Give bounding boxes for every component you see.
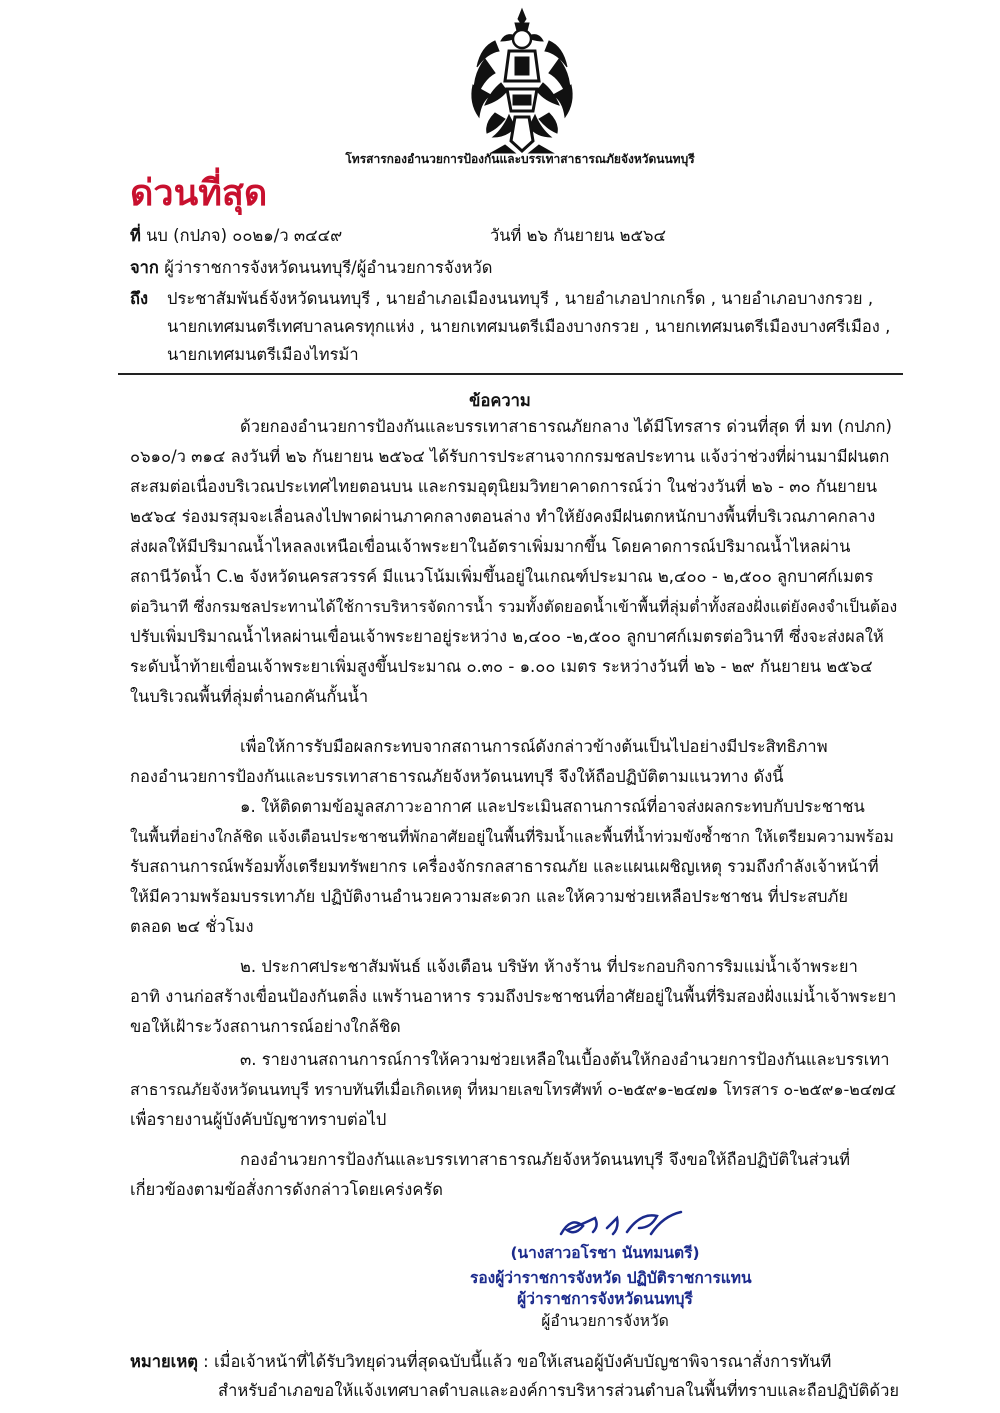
signatory-position: ผู้ว่าราชการจังหวัดนนทบุรี — [517, 1290, 693, 1308]
paragraph-line: ระดับน้ำท้ายเขื่อนเจ้าพระยาเพิ่มสูงขึ้นประมาณ ๐.๓๐ - ๑.๐๐ เมตร ระหว่างวันที่ ๒๖ - ๒๙ กันยายน ๒๕๖๔ — [130, 657, 873, 676]
note-line: สำหรับอำเภอขอให้แจ้งเทศบาลตำบลและองค์การบริหารส่วนตำบลในพื้นที่ทราบและถือปฏิบัติด้วย — [218, 1381, 900, 1400]
note-line: : เมื่อเจ้าหน้าที่ได้รับวิทยุด่วนที่สุดฉบับนี้แล้ว ขอให้เสนอผู้บังคับบัญชาพิจารณาสั่งการทันที — [203, 1352, 832, 1371]
closing-line: เกี่ยวข้องตามข้อสั่งการดังกล่าวโดยเคร่งครัด — [130, 1180, 443, 1199]
to-line: นายกเทศมนตรีเมืองไทรม้า — [167, 345, 359, 364]
list-item-line: ๓. รายงานสถานการณ์การให้ความช่วยเหลือในเบื้องต้นให้กองอำนวยการป้องกันและบรรเทา — [240, 1050, 890, 1069]
reference-label: ที่ — [130, 226, 141, 245]
urgency-label: ด่วนที่สุด — [130, 173, 268, 214]
paragraph-line: ในบริเวณพื้นที่ลุ่มต่ำนอกคันกั้นน้ำ — [130, 687, 369, 706]
signatory-position: รองผู้ว่าราชการจังหวัด ปฏิบัติราชการแทน — [470, 1269, 752, 1287]
paragraph-line: ต่อวินาที ซึ่งกรมชลประทานได้ใช้การบริหารจัดการน้ำ รวมทั้งตัดยอดน้ำเข้าพื้นที่ลุ่มต่ำทั้งสองฝั่งแต่ยังคงจำเป็นต้อง — [130, 597, 898, 616]
paragraph-line: สถานีวัดน้ำ C.๒ จังหวัดนครสวรรค์ มีแนวโน้มเพิ่มขึ้นอยู่ในเกณฑ์ประมาณ ๒,๔๐๐ - ๒,๕๐๐ ลูกบาศก์เมตร — [130, 567, 874, 586]
note-row — [130, 1347, 831, 1377]
garuda-emblem-icon — [465, 5, 579, 157]
list-item-line: สาธารณภัยจังหวัดนนทบุรี ทราบทันทีเมื่อเกิดเหตุ ที่หมายเลขโทรศัพท์ ๐-๒๕๙๑-๒๔๗๑ โทรสาร ๐-๒๕๙๑-๒๔๗๔ — [130, 1080, 897, 1099]
from-row — [130, 254, 493, 282]
signatory-name: (นางสาวอโรชา นันทมนตรี) — [510, 1244, 700, 1262]
list-item-line: ตลอด ๒๔ ชั่วโมง — [130, 917, 254, 936]
from-value: ผู้ว่าราชการจังหวัดนนทบุรี/ผู้อำนวยการจังหวัด — [164, 258, 493, 277]
note-label: หมายเหตุ — [130, 1352, 198, 1371]
handwritten-signature — [555, 1208, 690, 1243]
reference-number: นบ (กปภจ) ๐๐๒๑/ว ๓๔๔๙ — [146, 226, 343, 245]
list-item-line: ให้มีความพร้อมบรรเทาภัย ปฏิบัติงานอำนวยความสะดวก และให้ความช่วยเหลือประชาชน ที่ประสบภัย — [130, 887, 849, 906]
to-line: ประชาสัมพันธ์จังหวัดนนทบุรี , นายอำเภอเมืองนนทบุรี , นายอำเภอปากเกร็ด , นายอำเภอบางกรวย , — [167, 289, 874, 308]
list-item-line: อาทิ งานก่อสร้างเขื่อนป้องกันตลิ่ง แพร้านอาหาร รวมถึงประชาชนที่อาศัยอยู่ในพื้นที่ริมสองฝั่งแม่น้ำเจ้าพระยา — [130, 987, 897, 1006]
paragraph-line: เพื่อให้การรับมือผลกระทบจากสถานการณ์ดังกล่าวข้างต้นเป็นไปอย่างมีประสิทธิภาพ — [240, 737, 828, 756]
list-item-line: ๑. ให้ติดตามข้อมูลสภาวะอากาศ และประเมินสถานการณ์ที่อาจส่งผลกระทบกับประชาชน — [240, 797, 865, 816]
subject-heading: ข้อความ — [469, 391, 531, 410]
document-date: วันที่ ๒๖ กันยายน ๒๕๖๔ — [490, 226, 666, 245]
reference-row — [130, 222, 342, 250]
list-item-line: เพื่อรายงานผู้บังคับบัญชาทราบต่อไป — [130, 1110, 387, 1129]
paragraph-line: กองอำนวยการป้องกันและบรรเทาสาธารณภัยจังหวัดนนทบุรี จึงให้ถือปฏิบัติตามแนวทาง ดังนี้ — [130, 767, 784, 786]
paragraph-line: ส่งผลให้มีปริมาณน้ำไหลลงเหนือเขื่อนเจ้าพระยาในอัตราเพิ่มมากขึ้น โดยคาดการณ์ปริมาณน้ำไหลผ่าน — [130, 537, 851, 556]
paragraph-line: ๐๖๑๐/ว ๓๑๔ ลงวันที่ ๒๖ กันยายน ๒๕๖๔ ได้รับการประสานจากกรมชลประทาน แจ้งว่าช่วงที่ผ่านมามีฝนตก — [130, 447, 890, 466]
paragraph-line: ปรับเพิ่มปริมาณน้ำไหลผ่านเขื่อนเจ้าพระยาอยู่ระหว่าง ๒,๔๐๐ -๒,๕๐๐ ลูกบาศก์เมตรต่อวินาที ซึ่งจะส่งผลให้ — [130, 627, 884, 646]
to-label: ถึง — [130, 289, 149, 308]
paragraph-line: สะสมต่อเนื่องบริเวณประเทศไทยตอนบน และกรมอุตุนิยมวิทยาคาดการณ์ว่า ในช่วงวันที่ ๒๖ - ๓๐ กันยายน — [130, 477, 878, 496]
paragraph-line: ๒๕๖๔ ร่องมรสุมจะเลื่อนลงไปพาดผ่านภาคกลางตอนล่าง ทำให้ยังคงมีฝนตกหนักบางพื้นที่บริเวณภาคกลาง — [130, 507, 876, 526]
signatory-position: ผู้อำนวยการจังหวัด — [541, 1312, 669, 1330]
to-line: นายกเทศมนตรีเทศบาลนครทุกแห่ง , นายกเทศมนตรีเมืองบางกรวย , นายกเทศมนตรีเมืองบางศรีเมือง , — [167, 317, 891, 336]
list-item-line: รับสถานการณ์พร้อมทั้งเตรียมทรัพยากร เครื่องจักรกลสาธารณภัย และแผนเผชิญเหตุ รวมถึงกำลังเจ้าหน้าที่ — [130, 857, 879, 876]
list-item-line: ขอให้เฝ้าระวังสถานการณ์อย่างใกล้ชิด — [130, 1017, 401, 1036]
list-item-line: ในพื้นที่อย่างใกล้ชิด แจ้งเตือนประชาชนที่พักอาศัยอยู่ในพื้นที่ริมน้ำและพื้นที่น้ำท่วมขังซ้ำซาก ให้เตรียมความพร้อม — [130, 827, 894, 846]
list-item-line: ๒. ประกาศประชาสัมพันธ์ แจ้งเตือน บริษัท ห้างร้าน ที่ประกอบกิจการริมแม่น้ำเจ้าพระยา — [240, 957, 858, 976]
closing-line: กองอำนวยการป้องกันและบรรเทาสาธารณภัยจังหวัดนนทบุรี จึงขอให้ถือปฏิบัติในส่วนที่ — [240, 1150, 851, 1169]
document-title: โทรสารกองอำนวยการป้องกันและบรรเทาสาธารณภัยจังหวัดนนทบุรี — [345, 152, 695, 166]
from-label: จาก — [130, 258, 159, 277]
paragraph-line: ด้วยกองอำนวยการป้องกันและบรรเทาสาธารณภัยกลาง ได้มีโทรสาร ด่วนที่สุด ที่ มท (กปภก) — [240, 417, 892, 436]
header-divider — [118, 373, 903, 375]
